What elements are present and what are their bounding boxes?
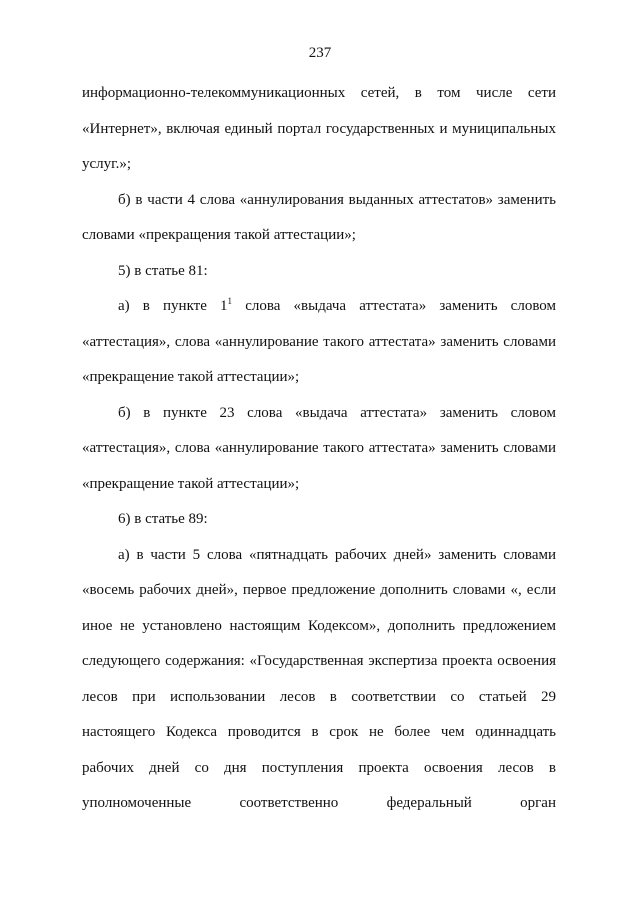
paragraph-line: б) в части 4 слова «аннулирования выданных аттестатов» заменить (118, 191, 556, 208)
text-line: «восемь рабочих дней», первое предложение дополнить словами «, если (82, 582, 556, 598)
text-line: «аттестация», слова «аннулирование такого аттестата» заменить словами (82, 333, 556, 350)
paragraph-line-with-superscript (82, 289, 556, 325)
text-line: лесов при использовании лесов в соответствии со статьей 29 (82, 688, 556, 705)
superscript: 1 (227, 296, 233, 306)
section-heading: 6) в статье 89: (118, 511, 208, 527)
page-number: 237 (308, 45, 332, 61)
text-line: «прекращение такой аттестации»; (82, 475, 300, 492)
text-line: «Интернет», включая единый портал государственных и муниципальных (82, 120, 556, 137)
text-line: следующего содержания: «Государственная экспертиза проекта освоения (82, 653, 556, 669)
text-line: иное не установлено настоящим Кодексом», дополнить предложением (82, 617, 556, 634)
text-line: уполномоченные соответственно федеральный орган (82, 795, 556, 811)
text-line: словами «прекращения такой аттестации»; (82, 227, 356, 243)
text-line: настоящего Кодекса проводится в срок не более чем одиннадцать (82, 724, 556, 740)
document-body (82, 76, 556, 822)
section-heading: 5) в статье 81: (118, 262, 208, 279)
paragraph-line: а) в части 5 слова «пятнадцать рабочих дней» заменить словами (118, 546, 556, 563)
text-fragment: а) в пункте 1 (118, 298, 228, 314)
text-line: «прекращение такой аттестации»; (82, 369, 300, 385)
text-line: рабочих дней со дня поступления проекта освоения лесов в (82, 759, 556, 776)
text-line: информационно-телекоммуникационных сетей, в том числе сети (82, 85, 556, 101)
text-line: услуг.»; (82, 156, 132, 172)
text-line: «аттестация», слова «аннулирование такого аттестата» заменить словами (82, 440, 556, 456)
text-fragment: слова «выдача аттестата» заменить словом (245, 298, 557, 314)
paragraph-line: б) в пункте 23 слова «выдача аттестата» заменить словом (118, 404, 556, 421)
